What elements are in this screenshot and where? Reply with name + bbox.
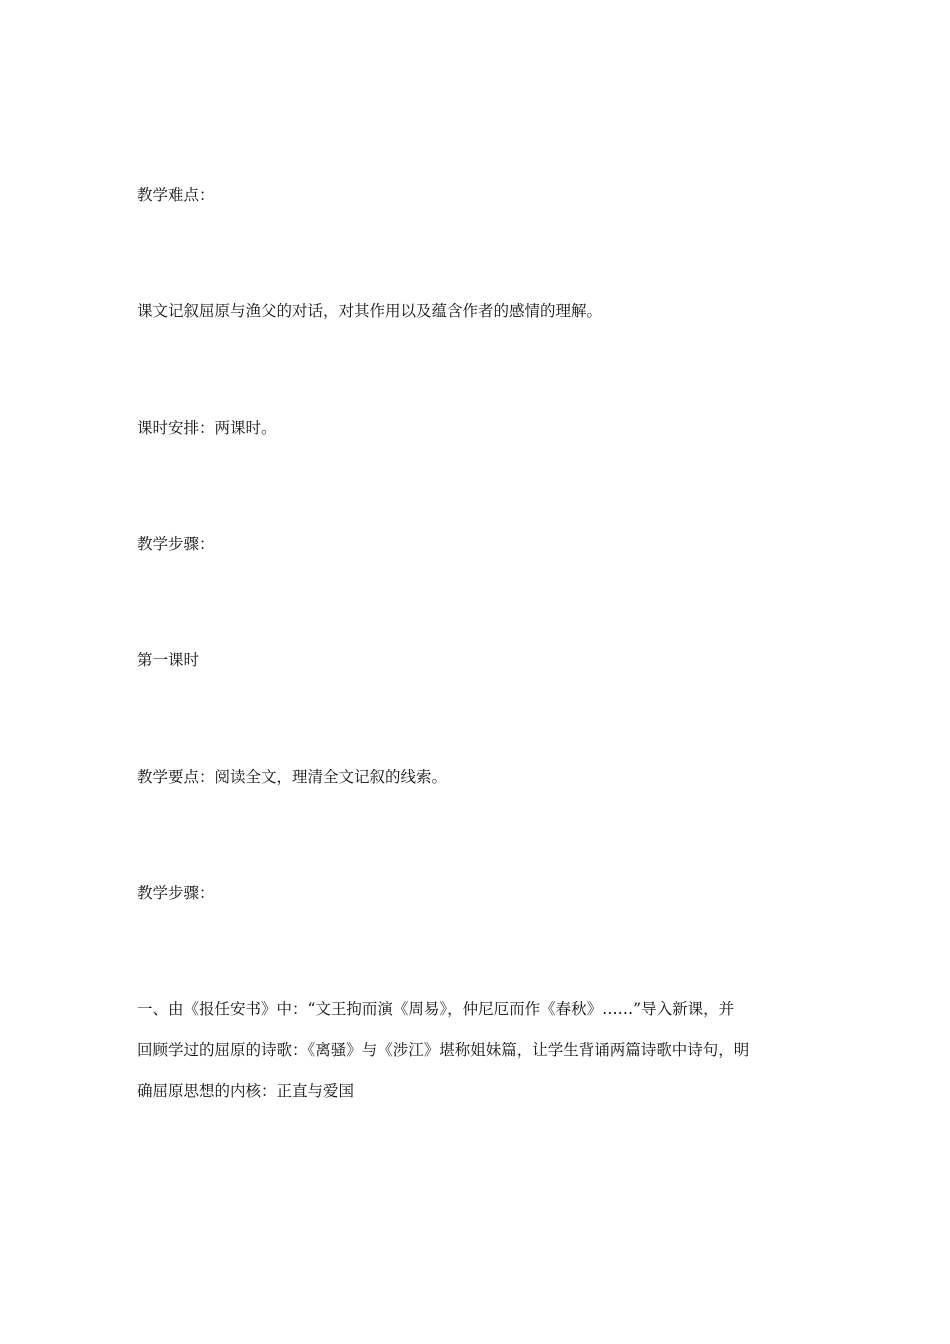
teaching-difficulty-text: 课文记叙屈原与渔父的对话，对其作用以及蕴含作者的感情的理解。: [137, 302, 603, 320]
step-one-paragraph: [137, 989, 817, 1112]
teaching-key-points-text: 教学要点：阅读全文，理清全文记叙的线索。: [137, 768, 448, 786]
step-one-line: 确屈原思想的内核：正直与爱国: [137, 1082, 355, 1100]
heading-teaching-difficulty: 教学难点：: [137, 186, 215, 204]
step-one-line: 一、由《报任安书》中：“文王拘而演《周易》，仲尼厄而作《春秋》……”导入新课，并: [137, 1000, 735, 1018]
heading-teaching-steps: 教学步骤：: [137, 535, 215, 553]
heading-teaching-steps-2: 教学步骤：: [137, 884, 215, 902]
step-one-line: 回顾学过的屈原的诗歌：《离骚》与《涉江》堪称姐妹篇，让学生背诵两篇诗歌中诗句，明: [137, 1041, 750, 1059]
class-schedule-text: 课时安排：两课时。: [137, 419, 277, 437]
heading-first-lesson: 第一课时: [137, 651, 200, 669]
